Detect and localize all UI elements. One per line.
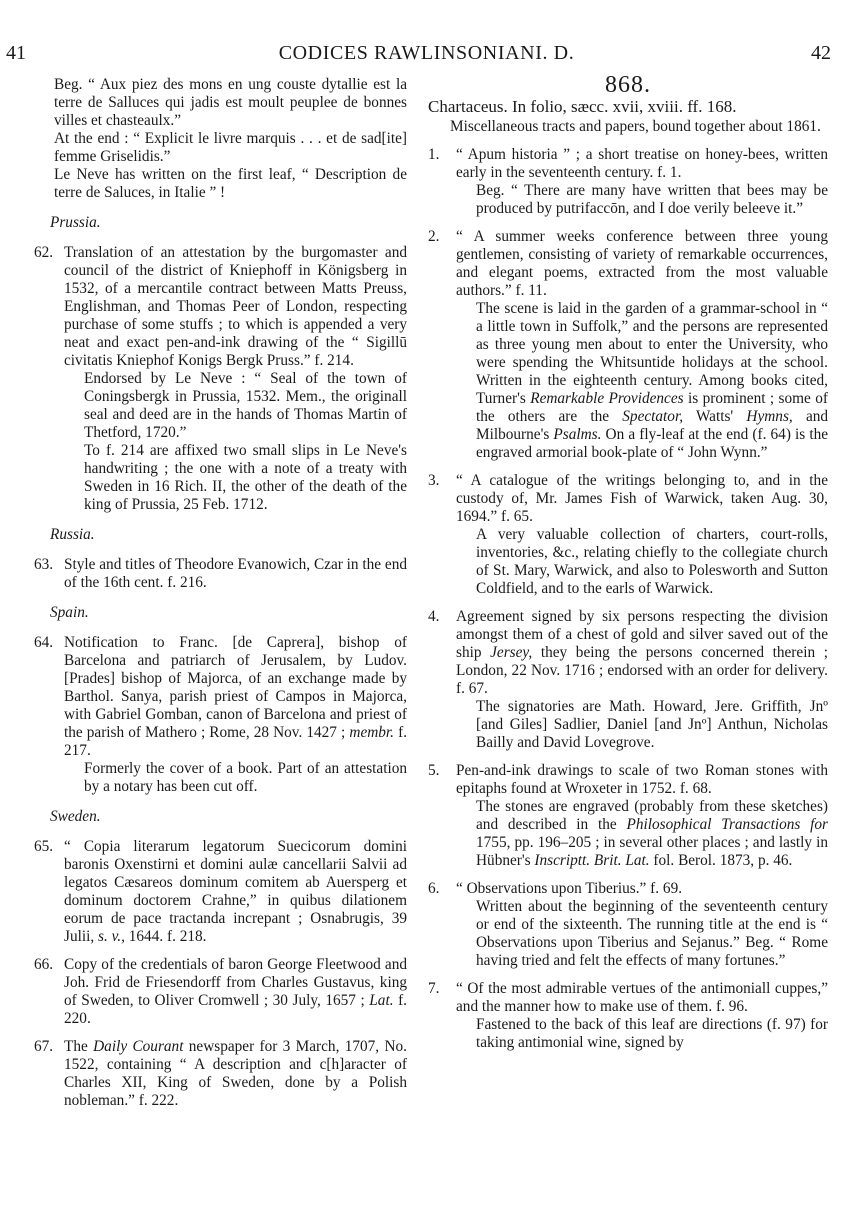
- entry-65: [34, 838, 407, 946]
- entry-text-italic: s. v.,: [98, 928, 125, 945]
- item-note-italic: Spectator,: [622, 408, 684, 425]
- right-column: [428, 72, 829, 1052]
- manuscript-description: Chartaceus. In folio, sæcc. xvii, xviii. ff. 168.: [428, 97, 737, 116]
- entry-text-italic: membr.: [349, 724, 395, 741]
- section-heading-spain: Spain.: [50, 604, 89, 621]
- paragraph-beginning: Beg. “ Aux piez des mons en ung couste dytallie est la terre de Salluces qui jadis est moult peuplee de bonnes villes et chasteaulx.”: [54, 76, 407, 129]
- entry-text-italic: Daily Courant: [93, 1038, 184, 1055]
- item-note-italic: Psalms.: [553, 426, 602, 443]
- item-note-part: The stones are engraved (probably from these sketches) and described in the: [476, 798, 828, 833]
- item-text: “ Of the most admirable vertues of the antimoniall cuppes,” and the manner how to make use of them. f. 96.: [456, 980, 828, 1015]
- entry-text: Translation of an attestation by the burgomaster and council of the district of Kniephoff in Königsberg in 1532, of a mercantile contract between Matts Preuss, Englishman, and Thomas Peer of London, respecting purchase of some stuffs ; to which is appended a very neat and exact pen-and-ink drawing of the “ Sigillū civitatis Kniephof Konigs Bergk Pruss.” f. 214.: [64, 244, 407, 369]
- item-note-italic: Hymns,: [746, 408, 793, 425]
- item-note-part: 1755, pp. 196–205 ; in several other places ; and lastly in Hübner's: [476, 834, 828, 869]
- item-text: “ A summer weeks conference between three young gentlemen, consisting of variety of remarkable occurrences, and elegant poems, extracted from the most valuable authors.” f. 11.: [456, 228, 828, 299]
- item-text-italic: Jersey,: [490, 644, 533, 661]
- entry-note: Formerly the cover of a book. Part of an attestation by a notary has been cut off.: [84, 760, 407, 795]
- item-note: Beg. “ There are many have written that bees may be produced by putrifaccōn, and I doe verily beleeve it.”: [476, 182, 828, 217]
- item-number: 4.: [428, 608, 440, 625]
- item-number: 7.: [428, 980, 440, 997]
- running-title: CODICES RAWLINSONIANI. D.: [278, 42, 575, 64]
- entry-text-part: f. 220.: [64, 992, 407, 1027]
- left-column: [34, 76, 407, 1110]
- item-note: The signatories are Math. Howard, Jere. Griffith, Jnº [and Giles] Sadlier, Daniel [and Jnº] Anthun, Nicholas Bailly and David Lovegrove.: [476, 698, 828, 751]
- item-text: [456, 608, 828, 698]
- entry-text: [64, 1038, 407, 1110]
- item-2: [428, 228, 828, 462]
- item-text: Pen-and-ink drawings to scale of two Roman stones with epitaphs found at Wroxeter in 1752. f. 68.: [456, 762, 828, 797]
- item-3: [428, 472, 828, 598]
- section-heading-russia: Russia.: [50, 526, 95, 543]
- entry-note: To f. 214 are affixed two small slips in Le Neve's handwriting ; the one with a note of a treaty with Sweden in 16 Rich. II, the other of the death of the king of Prussia, 25 Feb. 1712.: [84, 442, 407, 513]
- item-note-part: The scene is laid in the garden of a grammar-school in “ a little town in Suffolk,” and the persons are represented as three young men about to enter the University, who were spending the Whitsuntide holidays at the school. Written in the eighteenth century. Among books cited, Turner's: [476, 300, 828, 407]
- entry-text-part: newspaper for 3 March, 1707, No. 1522, containing “ A description and c[h]aracter of Charles XII, King of Sweden, done by a Polish nobleman.” f. 222.: [64, 1038, 407, 1109]
- entry-text-part: 1644. f. 218.: [128, 928, 207, 945]
- entry-number: 67.: [34, 1038, 54, 1055]
- item-number: 6.: [428, 880, 440, 897]
- entry-text: [64, 838, 407, 946]
- item-number: 5.: [428, 762, 440, 779]
- paragraph-le-neve: Le Neve has written on the first leaf, “ Description de terre de Saluces, in Italie ” !: [54, 166, 407, 201]
- item-number: 3.: [428, 472, 440, 489]
- item-text: “ Observations upon Tiberius.” f. 69.: [456, 880, 683, 897]
- section-heading-prussia: Prussia.: [50, 214, 101, 231]
- entry-63: [34, 556, 407, 592]
- item-note: Fastened to the back of this leaf are directions (f. 97) for taking antimonial wine, signed by: [476, 1016, 828, 1051]
- item-note-italic: Remarkable Providences: [530, 390, 684, 407]
- item-text-part: they being the persons concerned therein ; London, 22 Nov. 1716 ; endorsed with an order for delivery. f. 67.: [456, 644, 828, 697]
- item-text: “ Apum historia ” ; a short treatise on honey-bees, written early in the seventeenth century. f. 1.: [456, 146, 828, 181]
- entry-text-part: The: [64, 1038, 88, 1055]
- entry-67: [34, 1038, 407, 1110]
- item-7: [428, 980, 828, 1052]
- entry-text-part: Copy of the credentials of baron George Fleetwood and Joh. Frid de Friesendorff from Charles Gustavus, king of Sweden, to Oliver Cromwell ; 30 July, 1657 ;: [64, 956, 407, 1009]
- item-note-part: and Milbourne's: [476, 408, 829, 443]
- entry-number: 66.: [34, 956, 54, 973]
- item-6: [428, 880, 828, 970]
- manuscript-number: 868.: [605, 72, 651, 98]
- entry-text-part: f. 217.: [64, 724, 408, 759]
- item-number: 2.: [428, 228, 440, 245]
- item-note: A very valuable collection of charters, court-rolls, inventories, &c., relating chiefly to the collegiate church of St. Mary, Warwick, and also to Polesworth and Sutton Coldfield, and to the earls of Warwick.: [476, 526, 828, 597]
- section-heading-sweden: Sweden.: [50, 808, 101, 825]
- item-text-part: Agreement signed by six persons respecting the division amongst them of a chest of gold and silver saved out of the ship: [456, 608, 828, 661]
- manuscript-intro: Miscellaneous tracts and papers, bound together about 1861.: [450, 118, 821, 135]
- item-note-italic: Philosophical Transactions for: [626, 816, 829, 833]
- entry-66: [34, 956, 407, 1028]
- item-note-part: fol. Berol. 1873, p. 46.: [653, 852, 793, 869]
- entry-text: Style and titles of Theodore Evanowich, Czar in the end of the 16th cent. f. 216.: [64, 556, 407, 591]
- item-1: [428, 146, 828, 218]
- item-note-part: is prominent ; some of the others are the: [476, 390, 828, 425]
- item-note: [456, 300, 828, 462]
- entry-number: 64.: [34, 634, 54, 651]
- item-note-part: On a fly-leaf at the end (f. 64) is the engraved armorial book-plate of “ John Wynn.”: [476, 426, 829, 461]
- entry-text-italic: Lat.: [369, 992, 394, 1009]
- page-number-left: 41: [6, 42, 26, 64]
- entry-62: [34, 244, 407, 514]
- entry-number: 63.: [34, 556, 54, 573]
- item-4: [428, 608, 828, 752]
- page-number-right: 42: [811, 42, 831, 64]
- item-text: “ A catalogue of the writings belonging to, and in the custody of, Mr. James Fish of Warwick, taken Aug. 30, 1694.” f. 65.: [456, 472, 828, 525]
- entry-note: Endorsed by Le Neve : “ Seal of the town of Coningsbergk in Prussia, 1532. Mem., the originall seal and deed are in the hands of Thomas Martin of Thetford, 1720.”: [84, 370, 407, 441]
- item-5: [428, 762, 828, 870]
- entry-text: [64, 956, 407, 1028]
- item-note-part: Watts': [695, 408, 734, 425]
- running-header: [0, 36, 853, 70]
- item-note: [456, 798, 828, 870]
- item-number: 1.: [428, 146, 440, 163]
- entry-text: [64, 634, 407, 760]
- entry-64: [34, 634, 407, 796]
- entry-text-part: Notification to Franc. [de Caprera], bishop of Barcelona and patriarch of Jerusalem, by Ludov. [Prades] bishop of Majorca, of an exchange made by Barthol. Sanya, parish priest of Campos in Majorca, with Gabriel Gomban, canon of Barcelona and priest of the parish of Mathero ; Rome, 28 Nov. 1427 ;: [64, 634, 407, 741]
- entry-number: 62.: [34, 244, 54, 261]
- entry-text-part: “ Copia literarum legatorum Suecicorum domini baronis Oxenstirni et domini aulæ cancellarii Salvii ad legatos Cæsareos dominum comitem ab Auersperg et dominum doctorem Crahne,” in quibus dilationem eorum de pace tractanda increpant ; Osnabrugis, 39 Julii,: [64, 838, 407, 945]
- item-note-italic: Inscriptt. Brit. Lat.: [534, 852, 650, 869]
- item-note: Written about the beginning of the seventeenth century or end of the sixteenth. The running title at the end is “ Observations upon Tiberius and Sejanus.” Beg. “ Rome having tried and felt the effects of many fortunes.”: [476, 898, 828, 969]
- entry-number: 65.: [34, 838, 54, 855]
- paragraph-end: At the end : “ Explicit le livre marquis . . . et de sad[ite] femme Griselidis.”: [54, 130, 407, 165]
